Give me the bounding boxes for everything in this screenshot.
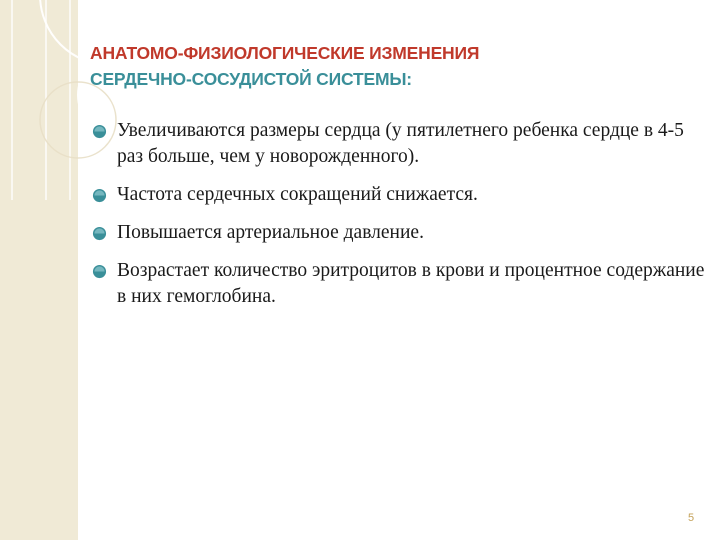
- bullet-text: Повышается артериальное давление.: [117, 222, 424, 243]
- disc-bullet-icon: [92, 264, 107, 279]
- bullet-text: Возрастает количество эритроцитов в крови и процентное содержание в них гемоглобина.: [117, 260, 705, 307]
- list-item: [92, 220, 714, 246]
- list-item: [92, 182, 714, 208]
- page-number: 5: [688, 512, 695, 524]
- bullet-list: [92, 118, 714, 322]
- slide-title-line2: СЕРДЕЧНО-СОСУДИСТОЙ СИСТЕМЫ:: [90, 69, 412, 89]
- list-item: [92, 258, 714, 310]
- bullet-text: Частота сердечных сокращений снижается.: [117, 184, 478, 205]
- slide-title-line1: АНАТОМО-ФИЗИОЛОГИЧЕСКИЕ ИЗМЕНЕНИЯ: [90, 43, 480, 63]
- disc-bullet-icon: [92, 226, 107, 241]
- disc-bullet-icon: [92, 188, 107, 203]
- disc-bullet-icon: [92, 124, 107, 139]
- slide-title: [90, 40, 690, 92]
- list-item: [92, 118, 714, 170]
- bullet-text: Увеличиваются размеры сердца (у пятилетнего ребенка сердце в 4-5 раз больше, чем у новорожденного).: [117, 120, 684, 167]
